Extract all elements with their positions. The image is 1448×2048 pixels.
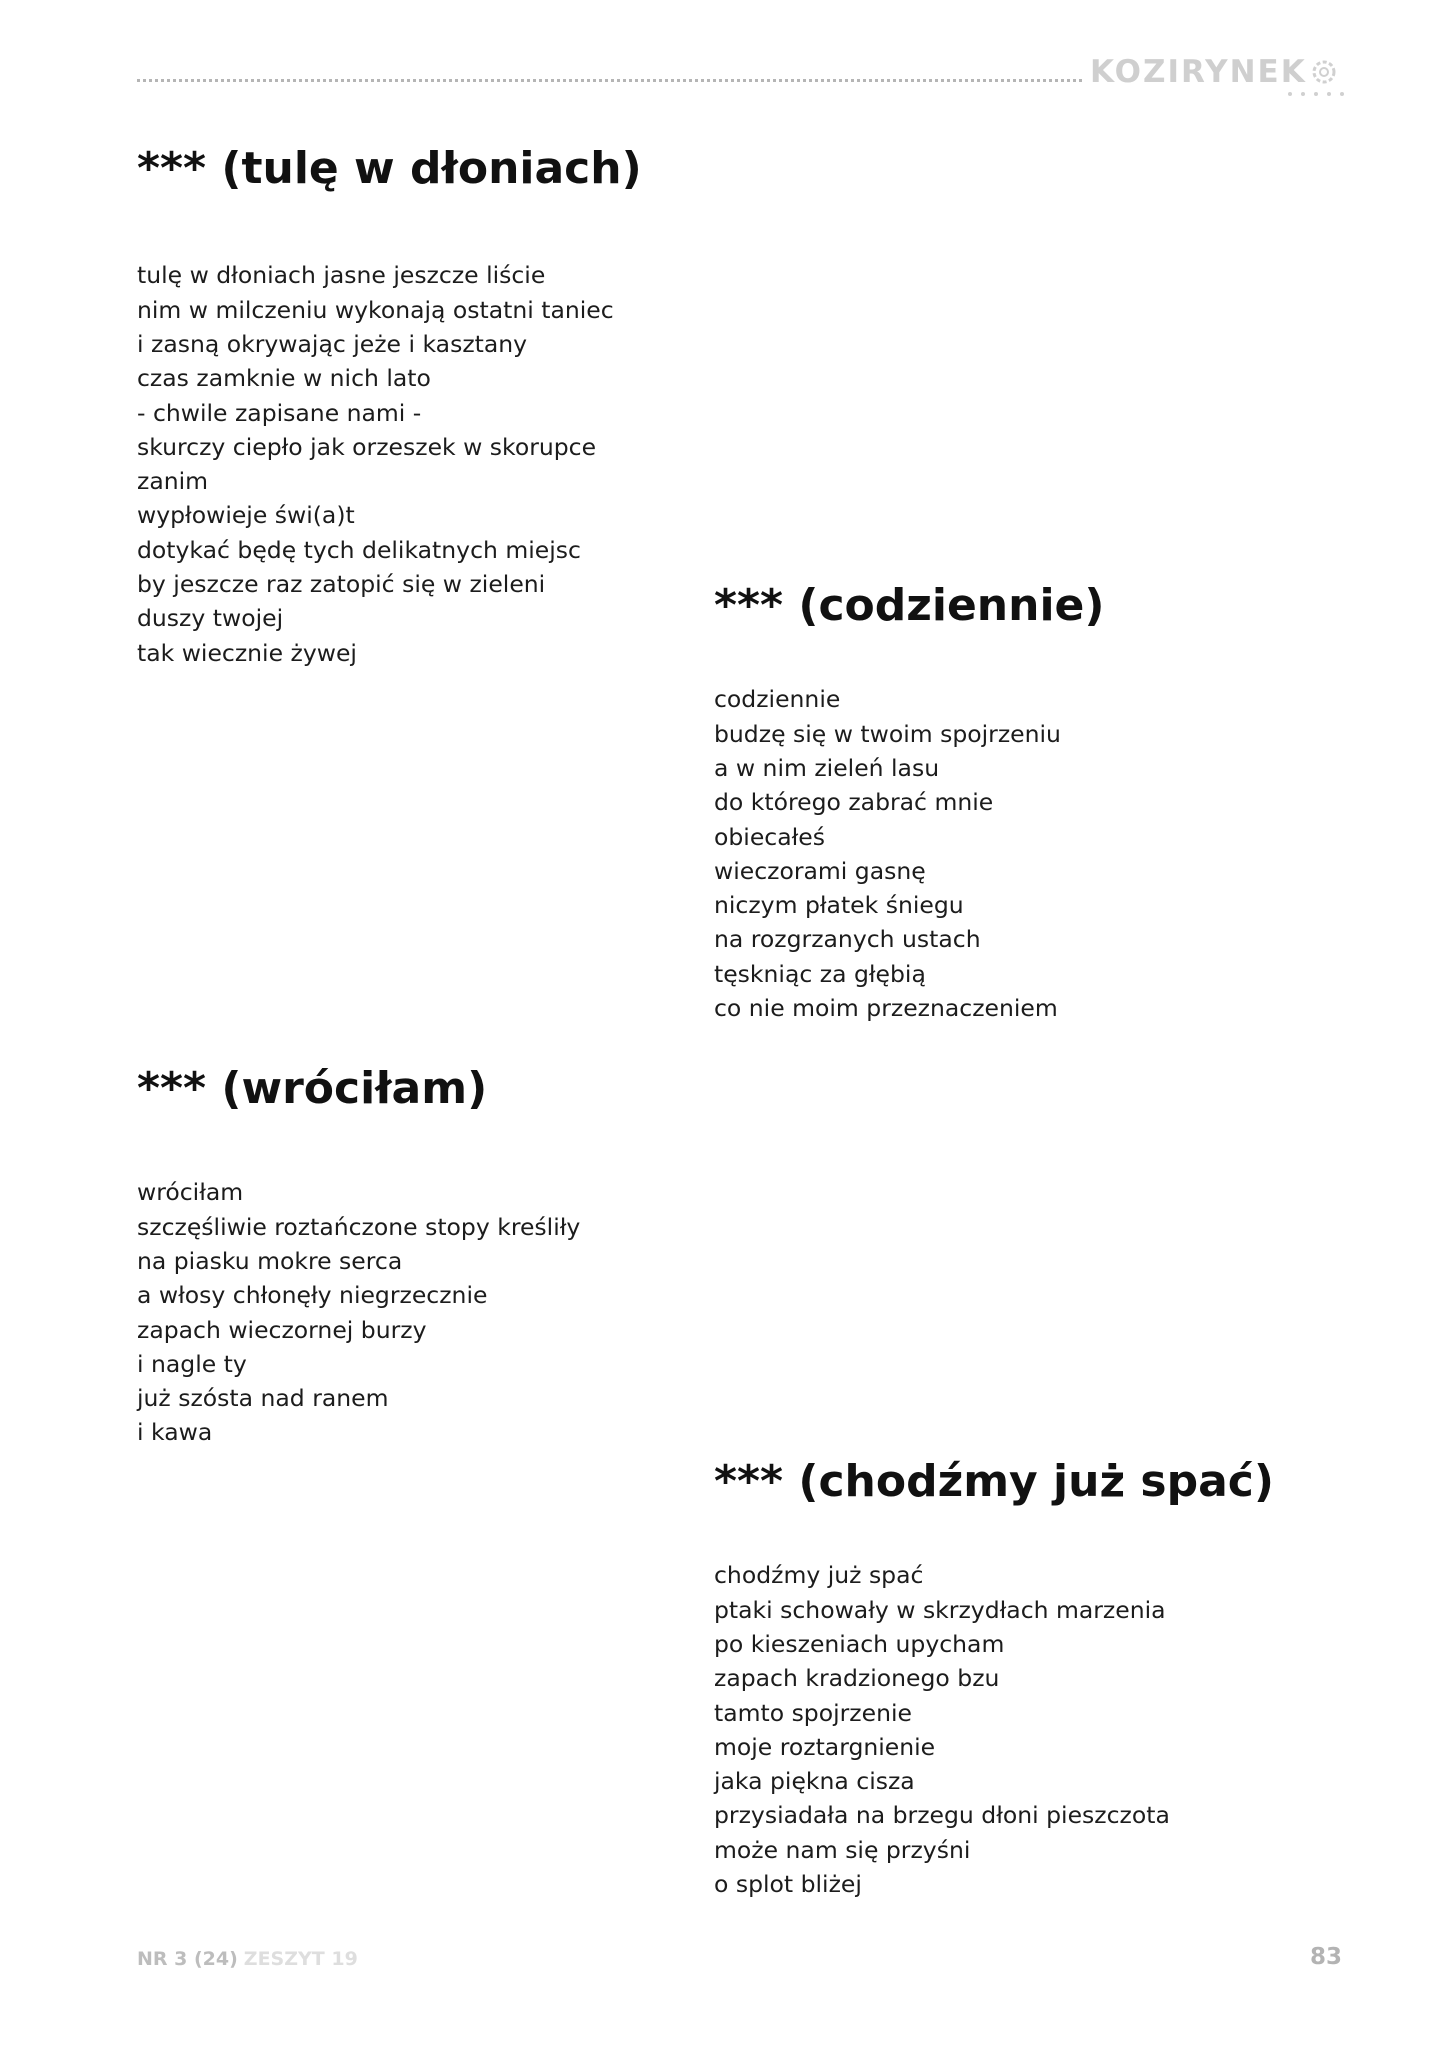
poem-line: czas zamknie w nich lato xyxy=(137,364,431,393)
poem-line: przysiadała na brzegu dłoni pieszczota xyxy=(714,1801,1170,1830)
poem-line: chodźmy już spać xyxy=(714,1561,924,1590)
poem-line: a włosy chłonęły niegrzecznie xyxy=(137,1281,488,1310)
poem-line: - chwile zapisane nami - xyxy=(137,398,422,427)
poem-line: zapach wieczornej burzy xyxy=(137,1315,427,1344)
poem-line: a w nim zieleń lasu xyxy=(714,753,940,782)
poem-chodzmy-juz-spac xyxy=(714,1458,1274,1901)
poem-line: i zasną okrywając jeże i kasztany xyxy=(137,329,528,358)
poem-lines xyxy=(714,1558,1274,1901)
poem-line: wypłowieje świ(a)t xyxy=(137,501,355,530)
poem-line: zanim xyxy=(137,467,209,496)
poem-line: szczęśliwie roztańczone stopy kreśliły xyxy=(137,1212,581,1241)
poem-line: dotykać będę tych delikatnych miejsc xyxy=(137,535,581,564)
poem-title: *** (wróciłam) xyxy=(137,1063,488,1114)
poem-line: nim w milczeniu wykonają ostatni taniec xyxy=(137,295,614,324)
poem-title: *** (codziennie) xyxy=(714,580,1105,631)
poem-line: tak wiecznie żywej xyxy=(137,638,357,667)
poem-wrocilam xyxy=(137,1065,580,1450)
poem-lines xyxy=(714,682,1104,1025)
poem-line: codziennie xyxy=(714,685,841,714)
poem-line: do którego zabrać mnie xyxy=(714,788,994,817)
poem-line: duszy twojej xyxy=(137,604,284,633)
poem-line: tęskniąc za głębią xyxy=(714,959,926,988)
poem-line: skurczy ciepło jak orzeszek w skorupce xyxy=(137,432,597,461)
poem-title: *** (chodźmy już spać) xyxy=(714,1456,1274,1507)
poem-line: niczym płatek śniegu xyxy=(714,891,964,920)
poem-line: wieczorami gasnę xyxy=(714,856,926,885)
poem-line: budzę się w twoim spojrzeniu xyxy=(714,719,1061,748)
poem-line: o splot bliżej xyxy=(714,1870,862,1899)
poem-line: zapach kradzionego bzu xyxy=(714,1664,1000,1693)
poem-line: tulę w dłoniach jasne jeszcze liście xyxy=(137,261,546,290)
poem-line: ptaki schowały w skrzydłach marzenia xyxy=(714,1595,1166,1624)
poem-tule-w-dloniach xyxy=(137,145,642,670)
poem-line: jaka piękna cisza xyxy=(714,1767,915,1796)
poem-line: i kawa xyxy=(137,1418,213,1447)
footer-issue-info xyxy=(137,1948,358,1970)
poem-line: na rozgrzanych ustach xyxy=(714,925,981,954)
poem-codziennie xyxy=(714,582,1104,1025)
gear-icon xyxy=(1311,59,1337,85)
poem-line: co nie moim przeznaczeniem xyxy=(714,994,1058,1023)
poem-line: tamto spojrzenie xyxy=(714,1698,912,1727)
poem-line: na piasku mokre serca xyxy=(137,1246,403,1275)
poem-line: po kieszeniach upycham xyxy=(714,1629,1005,1658)
brand-dots xyxy=(1288,92,1344,96)
footer-zeszyt: ZESZYT 19 xyxy=(243,1948,358,1970)
footer-issue: NR 3 (24) xyxy=(137,1948,238,1970)
poem-line: już szósta nad ranem xyxy=(137,1384,389,1413)
poem-line: moje roztargnienie xyxy=(714,1732,936,1761)
poem-line: może nam się przyśni xyxy=(714,1835,971,1864)
poem-line: by jeszcze raz zatopić się w zieleni xyxy=(137,570,546,599)
header-dotted-rule xyxy=(137,79,1082,82)
poem-line: i nagle ty xyxy=(137,1349,247,1378)
poem-line: obiecałeś xyxy=(714,822,825,851)
poem-title: *** (tulę w dłoniach) xyxy=(137,143,642,194)
page-number: 83 xyxy=(1310,1944,1343,1970)
poem-line: wróciłam xyxy=(137,1178,244,1207)
brand-name: KOZIRYNEK xyxy=(1090,54,1307,90)
poem-lines xyxy=(137,1175,580,1449)
poem-lines xyxy=(137,258,642,670)
brand-logo xyxy=(1090,52,1337,92)
